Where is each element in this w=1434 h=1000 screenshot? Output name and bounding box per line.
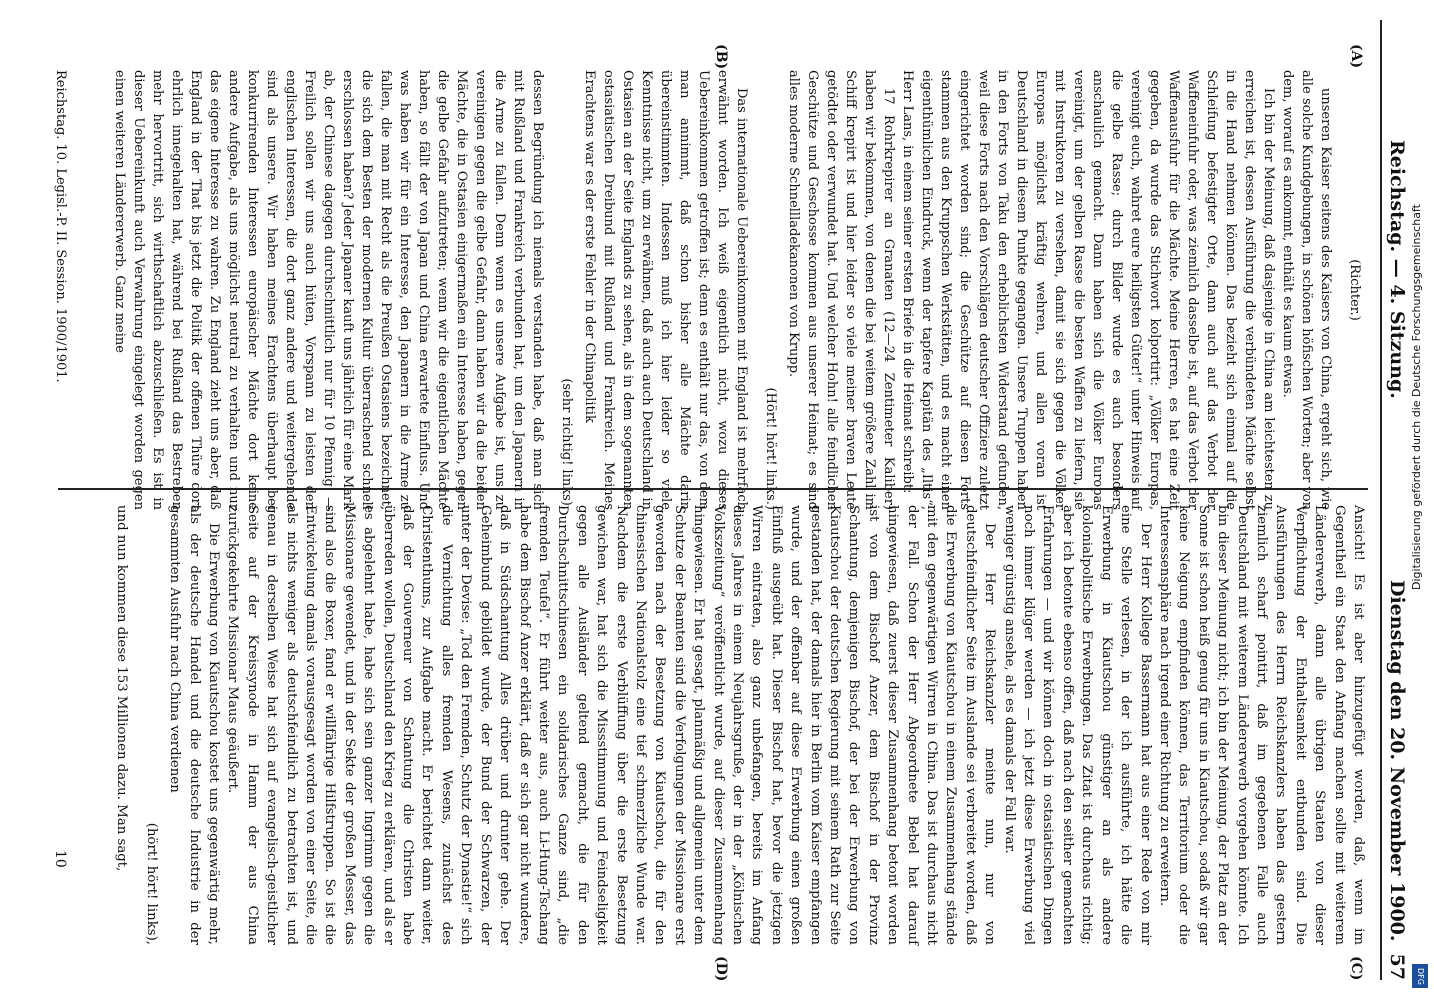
dfg-logo: DFG [1412,964,1428,988]
paragraph: Ich bin der Meinung, daß dasjenige in China am leichtesten zu erreichen ist, dessen Ausführung die verbündeten Mächte selbst in die Hand nehmen können. Das bezieht sich einmal auf die Schleifung befestigter Orte, dann auch auf das Verbot der Waffeneinfuhr oder, was ziemlich dasselbe ist, auf das Verbot der Waffenausfuhr für die Mächte. Meine Herren, es hat eine Zeit gegeben, da wurde das Stichwort kolportirt: „Völker Europas, vereinigt euch, wahret eure heiligsten Güter!“ unter Hinweis auf die gelbe Rasse; durch Bilder wurde es auch besonders anschaulich gemacht. Dann haben sich die Völker Europas vereinigt, um der gelben Rasse die besten Waffen zu liefern, sie mit Instruktoren zu versehen, damit sie sich gegen die Völker Europas möglichst kräftig wehren, und allen voran ist Deutschland in diesem Punkte gegangen. Unsere Truppen haben in den Forts von Taku den erheblichsten Widerstand gefunden, weil diese Forts nach den Vorschlägen deutscher Offiziere zuletzt eingerichtet worden sind; die Geschütze auf diesen Forts stammen aus den Kruppschen Werkstätten, und es macht einen eigenthümlichen Eindruck, wenn der tapfere Kapitän des „Iltis“, Herr Lans, in einem seiner ersten Briefe in die Heimat schreibt: [900,70,1276,510]
paragraph: Das internationale Uebereinkommen mit England ist mehrfach erwähnt worden. Ich weiß eigentlich nicht, wozu dieses Uebereinkommen getroffen ist; denn es enthält nur das, von dem man annimmt, daß schon bisher alle Mächte darin übereinstimmten. Indessen muß ich hier leider so viele Kenntnisse nicht, um zu erwähnen, daß auch auch Deutschland in Ostasien an der Seite Englands zu sehen, als in dem sogenannten ostasiatischen Dreibund mit Rußland und Frankreich. Meines Erachtens war es der erste Fehler in der Chinapolitik [582,70,749,510]
header-date: Dienstag den 20. November 1900. [1386,580,1408,942]
quoted-letter: 17 Rohrkrepirer an Granaten (12—24 Zentimeter Kaliber) haben wir bekommen, von denen die bei weitem größere Zahl im Schiff krepirt ist und hier leider so viele meiner braven Leute getödtet oder verwundet hat. Und welcher Hohn! alle feindlichen Geschütze und Geschosse kommen aus unserer Heimat; es sind alles moderne Schnellladekanonen von Krupp. [786,70,896,510]
margin-marker-c: (C) [1348,956,1364,981]
interjection: (Hört! hört! links.) [763,387,778,510]
margin-marker-d: (D) [713,956,729,982]
paragraph: Der Herr Kollege Bassermann hat aus einer Rede von mir eine Stelle verlesen, in der ich ausführte, ich hätte die Erwerbung in Kiautschou günstiger an als andere kolonialpolitische Erwerbungen. Das Zitat ist durchaus richtig; aber ich betonte ebenso offen, daß nach den seither gemachten Erfahrungen — und wir können doch in ostasiatischen Dingen noch immer klüger werden — ich jetzt diese Erwerbung viel weniger günstig ansehe, als es damals der Fall war. [1001,505,1153,945]
interjection: (hört! hört! links), [143,822,159,945]
paragraph: unseren Kaiser seitens des Kaisers von China, ergeht sich, wie alle solche Kundgebungen, in schönen höfischen Worten; aber von dem, worauf es ankommt, enthält es kaum etwas. [1280,70,1333,510]
digitization-credit: Digitalisierung gefördert durch die Deutsche Forschungsgemeinschaft [1410,204,1423,590]
paragraph: Die Erwerbung von Kiautschou kostet uns gegenwärtig mehr, als der deutsche Handel und die deutsche Industrie in der gesammten Ausfuhr nach China verdienen [167,505,222,945]
interjection: (sehr richtig! links), [559,378,574,510]
header-left: Reichstag. — 4. Sitzung. [1386,140,1408,399]
right-column [78,505,1368,945]
speaker-name: (Richter.) [1347,259,1362,321]
paragraph: Der Herr Reichskanzler meinte nun, nur von deutschfeindlicher Seite im Auslande sei verbreitet worden, daß die Erwerbung von Kiautschou in einem Zusammenhang stände mit den gegenwärtigen Wirren in China. Das ist durchaus nicht der Fall. Schon der Herr Abgeordnete Bebel hat darauf hingewiesen, daß zuerst dieser Zusammenhang betont worden ist von dem Bischof Anzer, dem Bischof in der Provinz Schantung, demjenigen Bischof, der bei der Erwerbung von Kiautschou der deutschen Regierung mit seinem Rath zur Seite gestanden hat, der damals hier in Berlin vom Kaiser empfangen wurde, und der offenbar auf diese Erwerbung einen großen Einfluß ausgeübt hat. Dieser Bischof hat, bevor die jetzigen Wirren eintraten, also ganz unbefangen, bereits im Anfang dieses Jahres in einem Neujahrsgruße, der in der „Kölnischen Volkszeitung“ veröffentlicht wurde, auf dieser Zusammenhang hingewiesen. Er hat gesagt, planmäßig und allgemein unter dem Schutze der Beamten sind die Verfolgungen der Missionare erst geworden nach der Besetzung von Kiautschou, die für den chinesischen Nationalstolz eine tief schmerzliche Wunde war. Nachdem die erste Verblüffung über die erste Besetzung gewichen war, hat sich die Missstimmung und Feindseligkeit gegen alle Ausländer geltend gemacht, die für den Durchschnittschinesen ein solidarisches Ganze sind, „die fremden Teufel“. Er führt weiter aus, auch Li-Hung-Tschang habe dem Bischof Anzer erklärt, daß er sich gar nicht wundere, daß in Südschantung Alles drüber und drunter gehe. Der Geheimbund gebildet wurde, der Bund der Schwarzen, der unter der Devise: „Tod den Fremden, Schutz der Dynastie!“ sich die Vernichtung alles fremden Wesens, zunächst des Christenthums, zur Aufgabe macht. Er berichtet dann weiter, daß der Gouverneur von Schantung die Christen habe überreden wollen, Deutschland den Krieg zu erklären, und als er es abgelehnt habe, habe sich sein ganzer Ingrimm gegen die Missionare gewendet, und in der Sekte der großen Messer, das sind also die Boxer, fand er willfährige Hilfstruppen. So ist die Entwickelung damals vorausgesagt worden von einer Seite, die als nichts weniger als deutschfeindlich zu betrachten ist, und genau in derselben Weise hat sich auf evangelisch-geistlicher Seite auf der Kreissynode in Hamm der aus China zurückgekehrte Missionar Maus geäußert. [225,505,998,945]
left-column [78,70,1368,510]
column-separator [58,488,1368,490]
page-number: 57 [1386,953,1408,980]
margin-marker-a: (A) [1348,44,1364,69]
paragraph: Ansicht! Es ist aber hinzugefügt worden, daß, wenn im Gegentheil ein Staat den Anfang machen sollte mit weiterem Ländererwerb, dann alle übrigen Staaten von dieser Verpflichtung der Enthaltsamkeit entbunden sind. Die Ausführungen des Herrn Reichskanzlers haben das gestern ziemlich scharf pointirt, daß im gegebenen Falle auch Deutschland mit weiterem Ländererwerb vorgehen könnte. Ich bin dieser Meinung nicht; ich bin der Meinung, der Platz an der Sonne ist schon heiß genug für uns in Kiautschou, sodaß wir gar keine Neigung empfinden können, das Territorium oder die Interessensphäre nach irgend einer Richtung zu erweitern. [1156,505,1366,945]
paragraph: dessen Begründung ich niemals verstanden habe, daß man sich mit Rußland und Frankreich verbunden hat, um den Japanern in die Arme zu fallen. Denn wenn es unsere Aufgabe ist, uns zu vereinigen gegen die gelbe Gefahr, dann haben wir da die beiden Mächte, die in Ostasien einigermaßen ein Interesse haben, gegen die gelbe Gefahr aufzutreten; wenn wir die eigentlichen Mächte haben, so fällt der von Japan und China erwartete Einfluss. Und was haben wir für ein Interesse, den Japanern in die Arme zu fallen, die man mit Recht als die Preußen Ostasiens bezeichnet, die sich dem Besten der modernen Kultur überraschend schnell erschlossen haben? Jeder Japaner kauft uns jährlich für eine Mark ab, der Chinese dagegen durchschnittlich nur für 10 Pfennig. — Freilich sollen wir uns auch hüten, Vorspann zu leisten den englischen Interessen, die dort ganz andere und weitergehende sind als unsere. Wir haben meines Erachtens überhaupt bei konkurrirenden Interessen europäischer Mächte dort keine andere Aufgabe, als uns möglichst neutral zu verhalten und nur das eigene Interesse zu wahren. Zu England zieht uns aber, daß England in der That bis jetzt die Politik der offenen Thüre dort ehrlich innegehalten hat, während bei Rußland das Bestreben mehr hervortritt, sich wirthschaftlich abzuschließen. Es ist in dieser Uebereinkunft auch Verwahrung eingelegt worden gegen einen weiteren Ländererwerb. Ganz meine [112,70,545,510]
margin-marker-b: (B) [713,44,729,70]
page-header [1380,20,1408,980]
footer-sheet-number: 10 [52,850,68,868]
paragraph: und nun kommen diese 153 Millionen dazu. Man sagt, [114,505,130,872]
footer-publication: Reichstag. 10. Legisl.-P. II. Session. 1900/1901. [53,70,68,383]
